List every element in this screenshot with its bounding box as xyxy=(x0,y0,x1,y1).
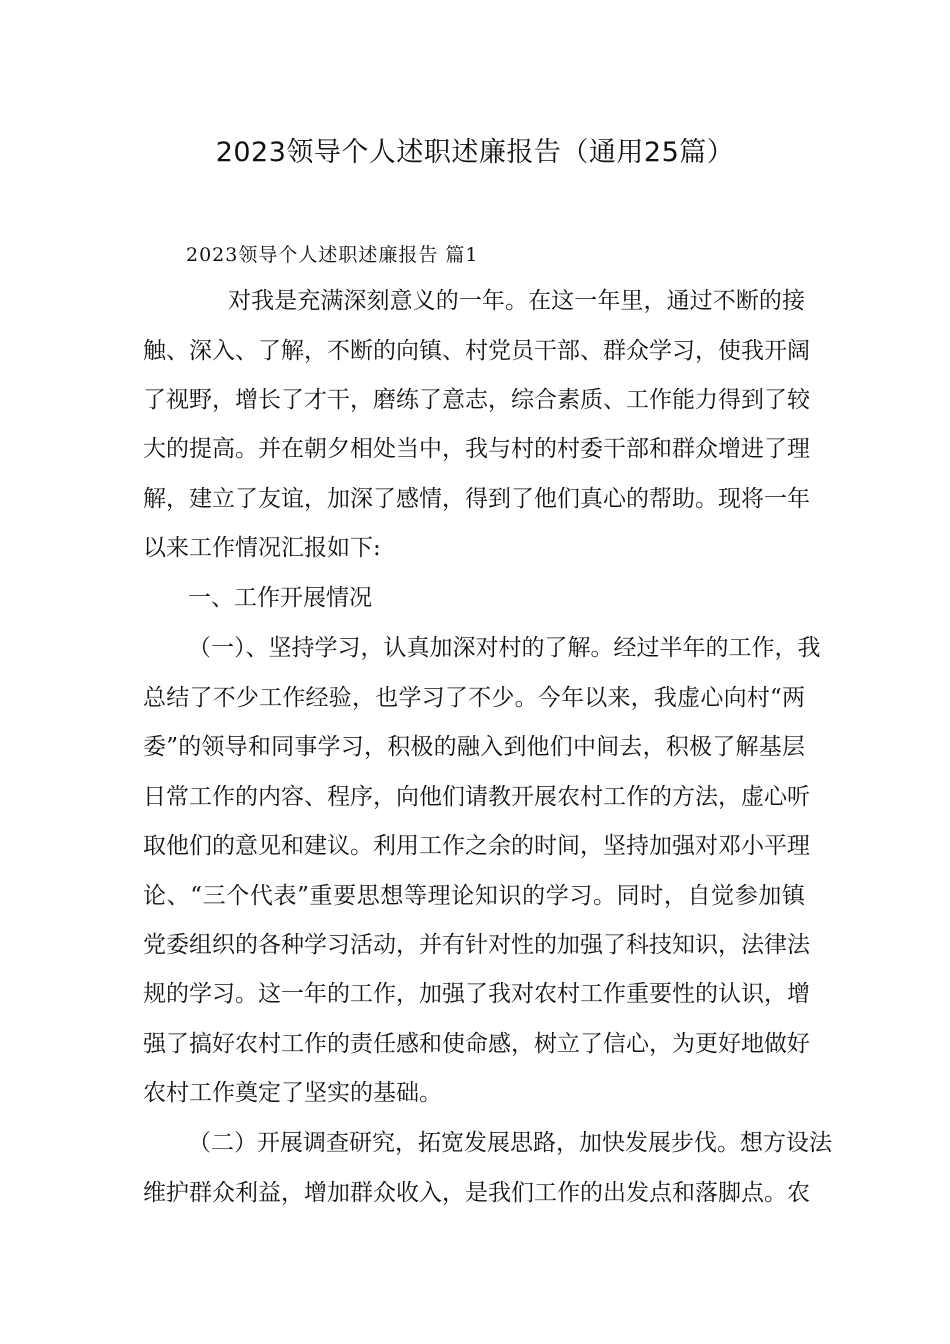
paragraph-line: （一）、坚持学习，认真加深对村的了解。经过半年的工作，我 xyxy=(188,635,821,661)
paragraph-line: 强了搞好农村工作的责任感和使命感，树立了信心，为更好地做好 xyxy=(143,1031,810,1057)
paragraph-line: 了视野，增长了才干，磨练了意志，综合素质、工作能力得到了较 xyxy=(143,387,810,413)
paragraph-line: 论、“三个代表”重要思想等理论知识的学习。同时，自觉参加镇 xyxy=(143,883,805,909)
paragraph-line: 解，建立了友谊，加深了感情，得到了他们真心的帮助。现将一年 xyxy=(143,486,810,512)
paragraph-line: 党委组织的各种学习活动，并有针对性的加强了科技知识，法律法 xyxy=(143,932,810,958)
paragraph-line: 规的学习。这一年的工作，加强了我对农村工作重要性的认识，增 xyxy=(143,981,810,1007)
paragraph-line: 取他们的意见和建议。利用工作之余的时间，坚持加强对邓小平理 xyxy=(143,833,810,859)
section-heading: 2023领导个人述职述廉报告 篇1 xyxy=(186,244,479,266)
paragraph-line: 维护群众利益，增加群众收入，是我们工作的出发点和落脚点。农 xyxy=(143,1180,810,1206)
paragraph-line: 农村工作奠定了坚实的基础。 xyxy=(143,1080,442,1106)
paragraph-line: 大的提高。并在朝夕相处当中，我与村的村委干部和群众增进了理 xyxy=(143,436,810,462)
paragraph-line: 触、深入、了解，不断的向镇、村党员干部、群众学习，使我开阔 xyxy=(143,338,810,364)
paragraph-line: 以来工作情况汇报如下: xyxy=(143,535,381,561)
section-heading: 一、工作开展情况 xyxy=(188,585,372,611)
paragraph-line: （二）开展调查研究，拓宽发展思路，加快发展步伐。想方设法 xyxy=(188,1130,832,1156)
paragraph-line: 委”的领导和同事学习，积极的融入到他们中间去，积极了解基层 xyxy=(143,734,805,760)
document-title: 2023领导个人述职述廉报告（通用25篇） xyxy=(215,137,735,168)
paragraph-line: 总结了不少工作经验，也学习了不少。今年以来，我虚心向村“两 xyxy=(143,685,805,711)
paragraph-line: 日常工作的内容、程序，向他们请教开展农村工作的方法，虚心听 xyxy=(143,784,810,810)
paragraph-line: 对我是充满深刻意义的一年。在这一年里，通过不断的接 xyxy=(228,288,805,314)
